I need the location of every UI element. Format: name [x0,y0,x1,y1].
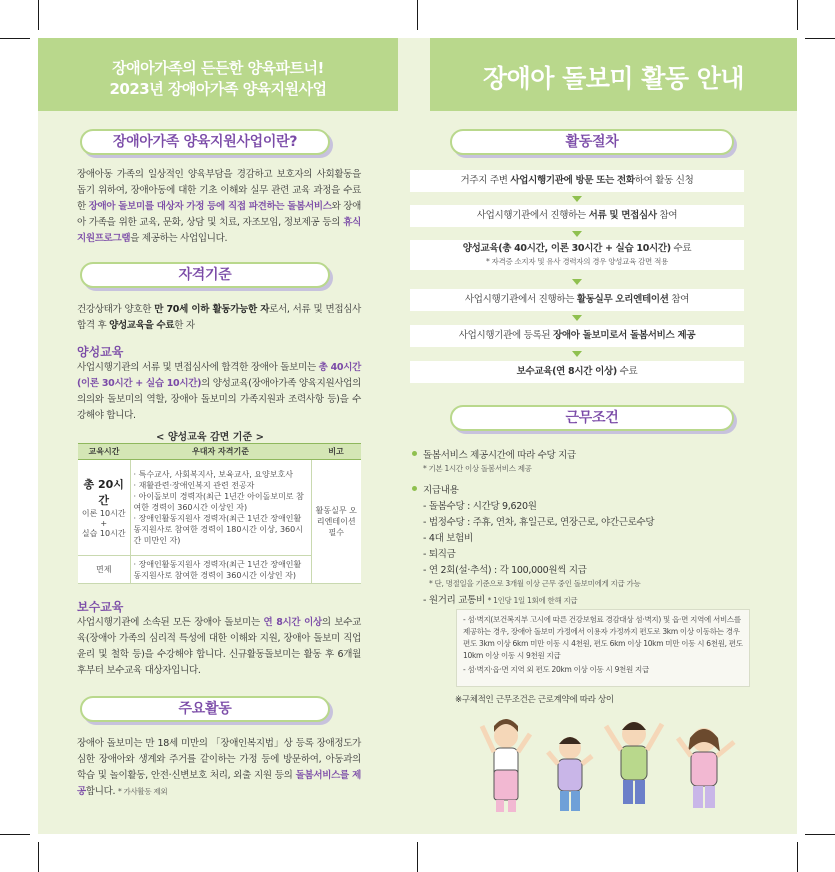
list-note: * 단, 명절일을 기준으로 3개월 이상 근무 중인 돌보미에게 지급 가능 [429,579,641,588]
table-header-row [78,444,361,460]
table-cell-criteria: · 특수교사, 사회복지사, 보육교사, 요양보호사 · 재활관련·장애인복지 관련 전공자 · 아이돌보미 경력자(최근 1년간 아이돌보미로 참여한 경력이 360시간 이상인 자) · 장애인활동지원사 경력자(최근 1년간 장애인활동지원사로 참여한 경력이 180시간 이상, 360시간 미만인 자) [130,460,311,556]
crop-mark [38,0,39,30]
procedure-step: 사업시행기관에 등록된 장애아 돌보미로서 돌봄서비스 제공 [410,325,744,347]
procedure-step: 보수교육(연 8시간 이상) 수료 [410,361,744,383]
procedure-step: 양성교육(총 40시간, 이론 30시간 + 실습 10시간) 수료 * 자격증 소지자 및 유사 경력자의 경우 양성교육 감면 적용 [410,240,744,270]
list-item: 지급내용 [423,482,459,496]
bullet-icon [412,451,417,456]
header-band-right [430,38,797,111]
table-title: < 양성교육 감면 기준 > [156,432,264,443]
list-note: * 기본 1시간 이상 돌봄서비스 제공 [423,464,532,473]
table-cell-criteria: · 장애인활동지원사 경력자(최근 1년간 장애인활동지원사로 참여한 경력이 360시간 이상인 자) [130,556,311,584]
table-header: 우대자 자격기준 [130,444,311,460]
crop-mark [0,38,30,39]
down-arrow-icon [572,196,582,202]
list-subitem: - 4대 보험비 [423,533,473,544]
child-figure [482,719,530,812]
table-header: 비고 [311,444,361,460]
list-subitem: - 연 2회(설·추석) : 각 100,000원씩 지급 [423,565,587,576]
header-subtitle-year: 2023년 장애아가족 양육지원사업 [109,80,327,98]
down-arrow-icon [572,351,582,357]
procedure-step: 사업시행기관에서 진행하는 활동실무 오리엔테이션 참여 [410,289,744,311]
conditions-footnote: ※구체적인 근무조건은 근로계약에 따라 상이 [455,695,614,705]
bullet-icon [412,486,417,491]
list-subitem: - 돌봄수당 : 시간당 9,620원 [423,501,537,512]
transport-fee-note-box: - 섬·벽지(보건복지부 고시에 따른 건강보험료 경감대상 섬·벽지) 및 읍·면 지역에 서비스를 제공하는 경우, 장애아 돌보미 가정에서 이용자 가정까지 편도로 3km 이상 이동하는 경우 편도 3km 이상 6km 미만 이동 시 4천원, 편도 6km 이상 10km 미만 이동 시 6천원, 편도 10km 이상 이동 시 9천원 지급 - 섬·벽지·읍·면 지역 외 편도 20km 이상 이동 시 9천원 지급 [456,609,750,687]
training-reduction-table [78,443,361,584]
section-heading-qualification: 자격기준 [80,262,330,288]
section-heading-intro: 장애아가족 양육지원사업이란? [80,129,330,155]
section-heading-procedure: 활동절차 [450,129,734,155]
section-heading-conditions: 근무조건 [450,405,734,431]
training-heading: 양성교육 [77,345,124,359]
fold-mark [417,842,418,872]
crop-mark [0,834,30,835]
list-subitem: - 퇴직금 [423,549,456,560]
activities-paragraph: 장애아 돌보미는 만 18세 미만의 「장애인복지법」상 등록 장애정도가 심한 장애아와 생계와 주거를 같이하는 가정 등에 방문하여, 아동과의 학습 및 놀이활동, 안전·신변보호 처리, 외출 지원 등의 돌봄서비스를 제공합니다. * 가사활동 제외 [77,738,361,797]
down-arrow-icon [572,315,582,321]
intro-paragraph: 장애아동 가족의 일상적인 양육부담을 경감하고 보호자의 사회활동을 돕기 위하여, 장애아동에 대한 기초 이해와 실무 관련 교육 과정을 수료한 장애아 돌보미를 대상자 가정 등에 직접 파견하는 돌봄서비스와 장애아 가족을 위한 교육, 문화, 상담 및 치료, 자조모임, 정보제공 등의 휴식지원프로그램을 제공하는 사업입니다. [77,169,361,244]
qualification-paragraph: 건강상태가 양호한 만 70세 이하 활동가능한 자로서, 서류 및 면접심사 합격 후 양성교육을 수료한 자 [77,304,361,331]
header-subtitle: 장애아가족의 든든한 양육파트너! [112,59,324,77]
crop-mark [797,842,798,872]
down-arrow-icon [572,279,582,285]
procedure-step: 거주지 주변 사업시행기관에 방문 또는 전화하여 활동 신청 [410,170,744,192]
section-heading-activities: 주요활동 [80,696,330,722]
conditions-list [423,447,753,607]
fold-mark [417,0,418,30]
table-cell-time: 면제 [78,556,130,584]
child-figure [678,728,734,808]
refresh-training-paragraph: 사업시행기관에 소속된 모든 장애아 돌보미는 연 8시간 이상의 보수교육(장애아 가족의 심리적 특성에 대한 이해와 지원, 장애아 돌보미 직업윤리 및 철학 등)을 수강해야 합니다. 신규활동돌보미는 활동 후 6개월 후부터 보수교육 대상자입니다. [77,617,361,676]
crop-mark [805,38,835,39]
table-row [78,460,361,556]
table-cell-note: 활동실무 오리엔테이션 필수 [311,460,361,584]
page-title: 장애아 돌보미 활동 안내 [482,64,745,93]
crop-mark [38,842,39,872]
refresh-training-heading: 보수교육 [77,600,124,614]
child-figure [606,722,662,804]
procedure-step: 사업시행기관에서 진행하는 서류 및 면접심사 참여 [410,205,744,227]
children-illustration-icon [478,712,750,816]
table-header: 교육시간 [78,444,130,460]
list-subitem: - 법정수당 : 주휴, 연차, 휴일근로, 연장근로, 야간근로수당 [423,517,655,528]
crop-mark [797,0,798,30]
list-item: 돌봄서비스 제공시간에 따라 수당 지급 [423,447,576,461]
training-paragraph: 사업시행기관의 서류 및 면접심사에 합격한 장애아 돌보미는 총 40시간(이론 30시간 + 실습 10시간)의 양성교육(장애아가족 양육지원사업의 의의와 돌보미의 역할, 장애아 돌보미의 가족지원과 조력사항 등)을 수강해야 합니다. [77,362,361,421]
list-subitem: - 원거리 교통비 * 1인당 1일 1회에 한해 지급 [423,595,578,606]
header-band-left [38,38,398,111]
child-figure [548,737,592,811]
crop-mark [805,834,835,835]
down-arrow-icon [572,231,582,237]
table-cell-time: 총 20시간 이론 10시간 + 실습 10시간 [78,460,130,556]
